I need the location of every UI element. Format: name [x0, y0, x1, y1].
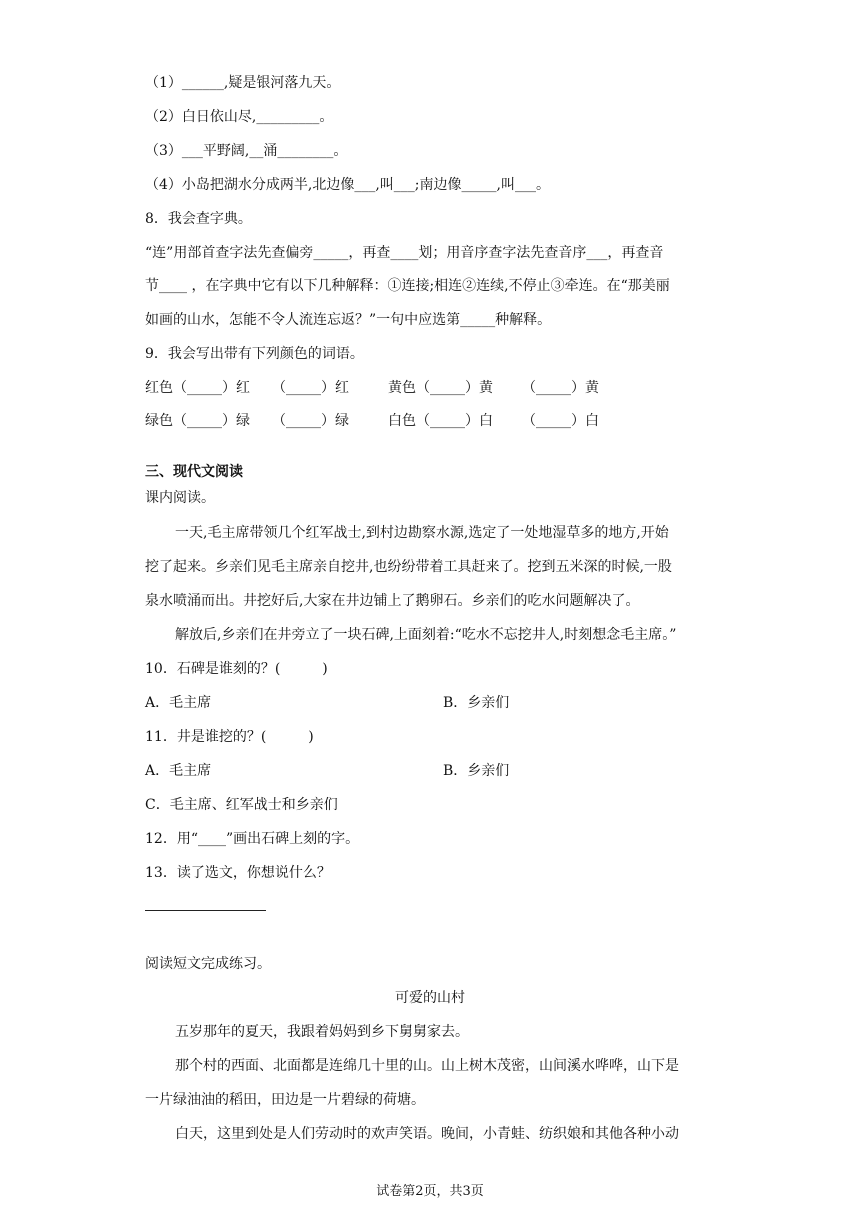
reading-line: 一片绿油油的稻田，田边是一片碧绿的荷塘。 [145, 1092, 425, 1108]
passage-line: 泉水喷涌而出。井挖好后,大家在井边铺上了鹅卵石。乡亲们的吃水问题解决了。 [145, 593, 640, 609]
poem-line-3: （3）___平野阔,__涌________。 [145, 143, 348, 159]
question-11-option-c: C．毛主席、红军战士和乡亲们 [145, 797, 338, 813]
question-10-option-a: A．毛主席 [145, 695, 212, 711]
question-11-option-b: B．乡亲们 [443, 763, 510, 779]
section-3-subheading: 课内阅读。 [145, 490, 215, 506]
question-9-title: 9．我会写出带有下列颜色的词语。 [145, 346, 364, 362]
color-word-blank: （_____）绿 [272, 413, 349, 429]
color-word-blank: 红色（_____）红 [145, 380, 250, 396]
color-word-blank: （_____）白 [522, 413, 599, 429]
question-10-stem: 10．石碑是谁刻的？( ) [145, 661, 328, 677]
poem-line-4: （4）小岛把湖水分成两半,北边像___,叫___;南边像_____,叫___。 [145, 177, 550, 193]
color-word-blank: 绿色（_____）绿 [145, 413, 250, 429]
question-11-stem: 11．井是谁挖的？( ) [145, 729, 314, 745]
question-8-line: “连”用部首查字法先查偏旁_____，再查____划；用音序查字法先查音序___，再查音 [145, 245, 664, 261]
reading-line: 白天，这里到处是人们劳动时的欢声笑语。晚间，小青蛙、纺织娘和其他各种小动 [175, 1126, 679, 1142]
color-word-blank: （_____）黄 [522, 380, 599, 396]
question-8-title: 8．我会查字典。 [145, 211, 252, 227]
section-3-heading: 三、现代文阅读 [145, 464, 243, 480]
question-8-line: 如画的山水，怎能不令人流连忘返？”一句中应选第_____种解释。 [145, 312, 552, 328]
passage-line: 挖了起来。乡亲们见毛主席亲自挖井,也纷纷带着工具赶来了。挖到五米深的时候,一股 [145, 559, 672, 575]
question-12: 12．用“____”画出石碑上刻的字。 [145, 831, 360, 847]
color-word-blank: 白色（_____）白 [388, 413, 493, 429]
question-8-line: 节____ ，在字典中它有以下几种解释：①连接;相连②连续,不停止③牵连。在“那美丽 [145, 278, 670, 294]
reading-line: 那个村的西面、北面都是连绵几十里的山。山上树木茂密，山间溪水哗哗，山下是 [175, 1058, 679, 1074]
passage-line: 解放后,乡亲们在井旁立了一块石碑,上面刻着:“吃水不忘挖井人,时刻想念毛主席。” [175, 627, 677, 643]
reading-line: 五岁那年的夏天，我跟着妈妈到乡下舅舅家去。 [175, 1024, 469, 1040]
question-10-option-b: B．乡亲们 [443, 695, 510, 711]
passage-line: 一天,毛主席带领几个红军战士,到村边勘察水源,选定了一处地湿草多的地方,开始 [175, 525, 669, 541]
reading-title: 可爱的山村 [395, 990, 465, 1006]
reading-intro: 阅读短文完成练习。 [145, 956, 271, 972]
question-13: 13．读了选文，你想说什么？ [145, 865, 331, 881]
answer-line [145, 910, 266, 911]
poem-line-1: （1）______,疑是银河落九天。 [145, 75, 341, 91]
color-word-blank: 黄色（_____）黄 [388, 380, 493, 396]
question-11-option-a: A．毛主席 [145, 763, 212, 779]
color-word-blank: （_____）红 [272, 380, 349, 396]
page-footer: 试卷第2页，共3页 [376, 1184, 484, 1199]
poem-line-2: （2）白日依山尽,_________。 [145, 109, 334, 125]
